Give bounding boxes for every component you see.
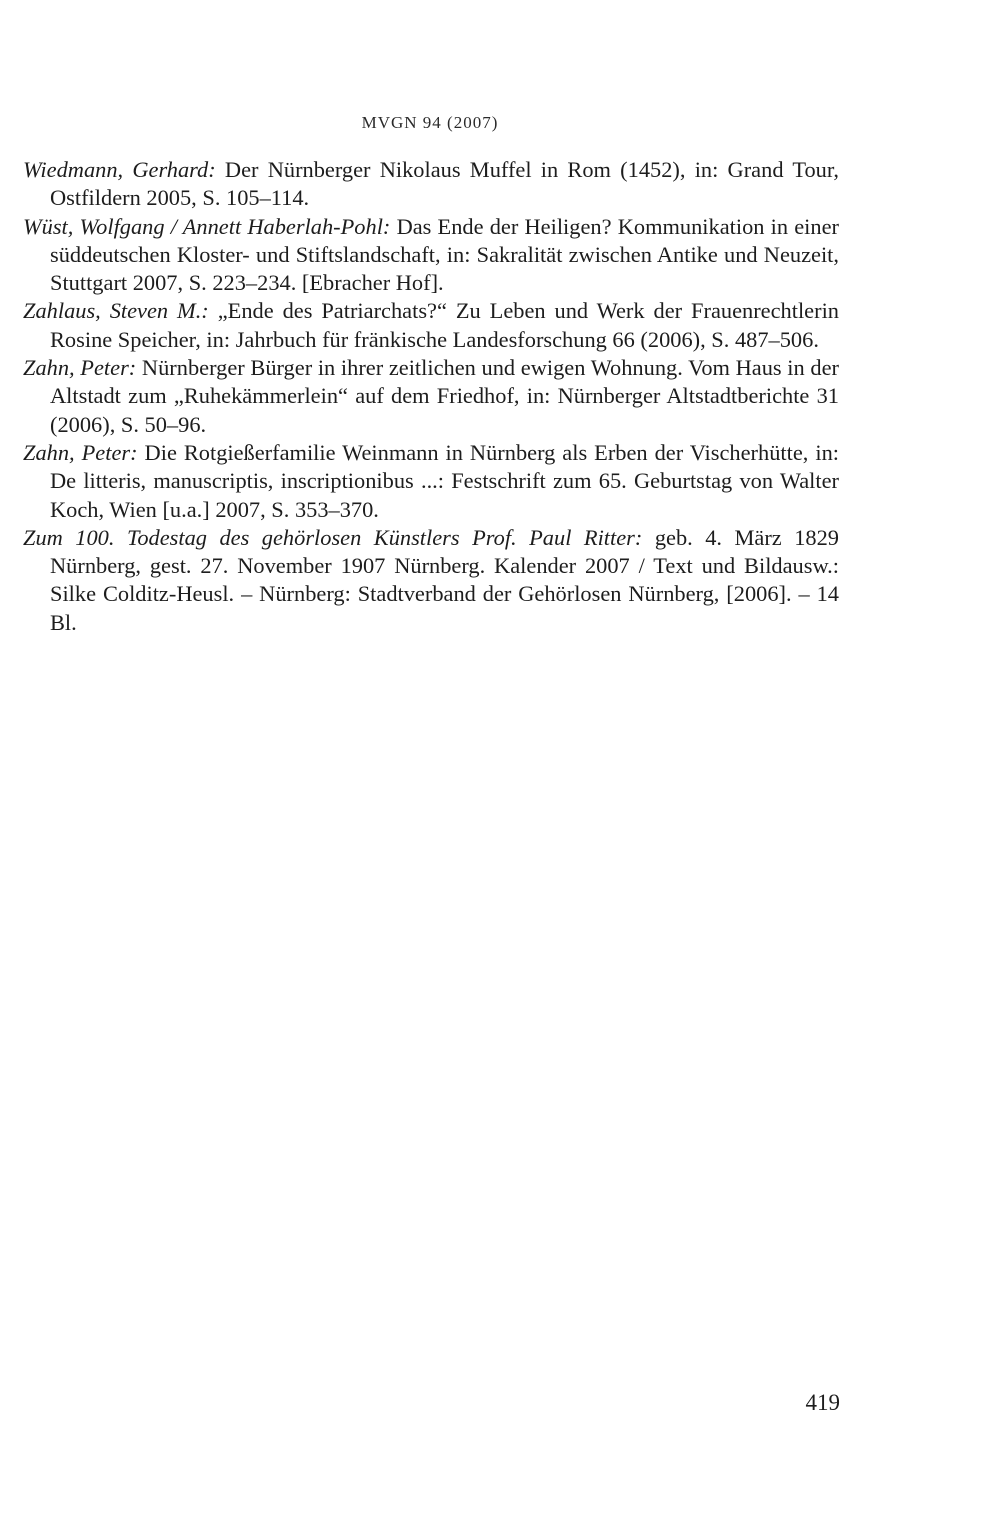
entry-text: Nürnberger Bürger in ihrer zeitlichen und ewigen Wohnung. Vom Haus in der Altstadt zum „Ruhekämmerlein“ auf dem Friedhof, in: Nürnberger Altstadtberichte 31 (2006), S. 50–96. (50, 355, 839, 437)
bibliography-entry (23, 156, 839, 213)
entry-author: Wiedmann, Gerhard: (23, 157, 216, 182)
entry-author: Zum 100. Todestag des gehörlosen Künstlers Prof. Paul Ritter: (23, 524, 643, 550)
bibliography-entry (23, 213, 839, 298)
bibliography-list (23, 156, 839, 637)
entry-author: Wüst, Wolfgang / Annett Haberlah-Pohl: (23, 213, 391, 239)
running-head: MVGN 94 (2007) (361, 113, 499, 132)
entry-author: Zahn, Peter: (23, 439, 138, 465)
bibliography-entry (23, 297, 839, 354)
entry-author: Zahlaus, Steven M.: (23, 298, 209, 324)
page-number: 419 (805, 1390, 840, 1415)
entry-text: Der Nürnberger Nikolaus Muffel in Rom (1452), in: Grand Tour, Ostfildern 2005, S. 105–114. (50, 157, 839, 211)
bibliography-entry (23, 524, 839, 637)
entry-text: „Ende des Patriarchats?“ Zu Leben und Werk der Frauenrechtlerin Rosine Speicher, in: Jahrbuch für fränkische Landesforschung 66 (2006), S. 487–506. (50, 298, 839, 352)
bibliography-entry (23, 439, 839, 524)
entry-text: Das Ende der Heiligen? Kommunikation in einer süddeutschen Kloster- und Stiftslandschaft, in: Sakralität zwischen Antike und Neuzeit, Stuttgart 2007, S. 223–234. [Ebracher Hof]. (50, 213, 839, 296)
entry-author: Zahn, Peter: (23, 355, 137, 381)
entry-text: Die Rotgießerfamilie Weinmann in Nürnberg als Erben der Vischerhütte, in: De litteris, manuscriptis, inscriptionibus ...: Festschrift zum 65. Geburtstag von Walter Koch, Wien [u.a.] 2007, S. 353–370. (50, 439, 839, 522)
entry-text: geb. 4. März 1829 Nürnberg, gest. 27. November 1907 Nürnberg. Kalender 2007 / Text und Bildausw.: Silke Colditz-Heusl. – Nürnberg: Stadtverband der Gehörlosen Nürnberg, [2006]. – 14 Bl. (50, 524, 839, 635)
bibliography-entry (23, 354, 839, 439)
